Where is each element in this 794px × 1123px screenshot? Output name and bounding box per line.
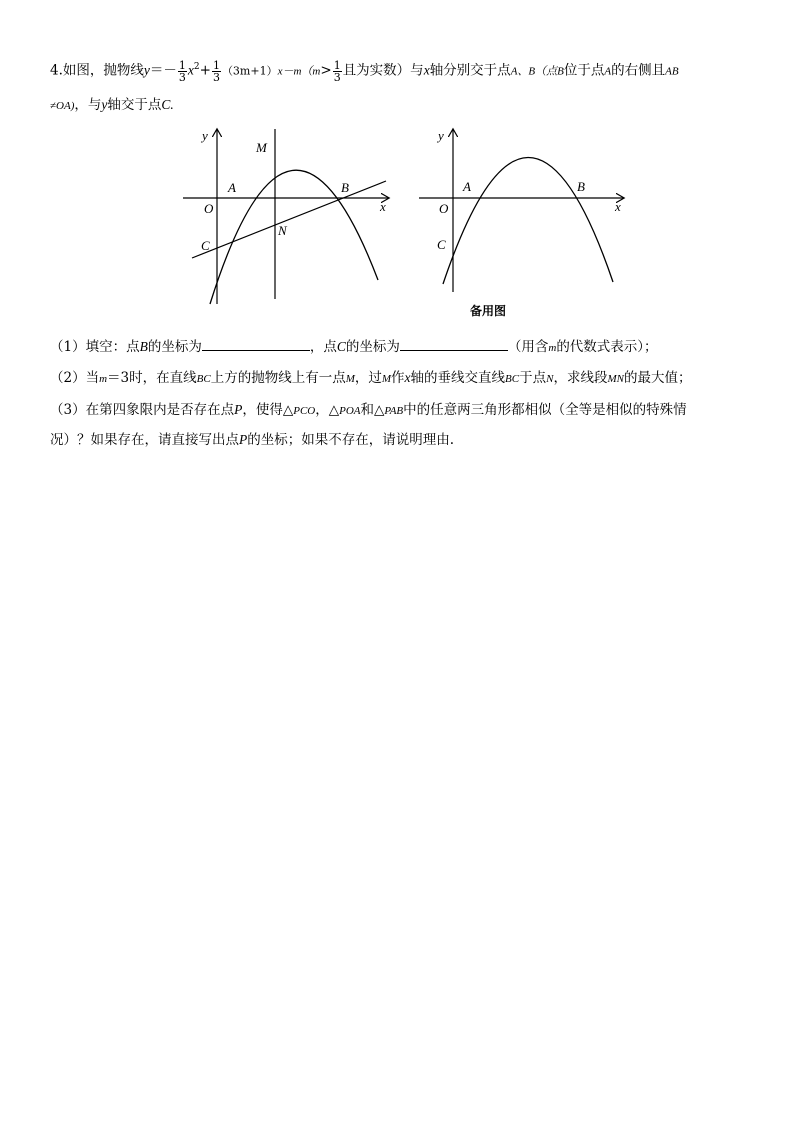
answer-blank-c[interactable] (400, 337, 508, 351)
question-line-2: ≠OA)，与y轴交于点C. (50, 97, 174, 113)
answer-blank-b[interactable] (202, 337, 310, 351)
line-bc (192, 181, 386, 258)
part-2: （2）当m＝3时，在直线BC上方的抛物线上有一点M，过M作x轴的垂线交直线BC于点N，求线段MN的最大值； (50, 370, 692, 386)
part-1: （1）填空：点B的坐标为 ，点C的坐标为 （用含m的代数式表示）； (50, 339, 658, 355)
part-3-line-2: 况）？如果存在，请直接写出点P的坐标；如果不存在，请说明理由. (50, 432, 455, 448)
label-c: C (437, 237, 446, 252)
fraction-one-third: $\frac{1}{3}$ (333, 58, 341, 84)
label-a: A (228, 180, 236, 195)
figure-main (180, 124, 395, 309)
label-y: y (202, 128, 208, 143)
part-3-line-1: （3）在第四象限内是否存在点P，使得△PCO，△POA和△PAB中的任意两三角形都相似（全等是相似的特殊情 (50, 402, 687, 418)
question-line-1: 4.如图，抛物线y＝－ $\frac{1}{3}$ $x^2+$ $\frac{1}{3}$ （3m+1）x－m（m> $\frac{1}{3}$ 且为实数）与x轴分别交于点A、B（点B位于点A的右侧且AB (50, 58, 679, 84)
label-x: x (615, 199, 621, 214)
label-m: M (256, 140, 267, 155)
question-number: 4. (50, 62, 63, 79)
label-y: y (438, 128, 444, 143)
label-o: O (204, 201, 214, 216)
figure-backup (415, 124, 630, 299)
label-b: B (577, 179, 585, 194)
label-a: A (463, 179, 471, 194)
parabola-curve (443, 157, 613, 284)
fraction-one-third: $\frac{1}{3}$ (212, 58, 220, 84)
figure-caption: 备用图 (470, 304, 507, 318)
label-o: O (439, 201, 449, 216)
label-x: x (380, 199, 386, 214)
label-b: B (341, 180, 349, 195)
label-n: N (278, 223, 287, 238)
fraction-one-third: $\frac{1}{3}$ (178, 58, 186, 84)
label-c: C (201, 238, 210, 253)
